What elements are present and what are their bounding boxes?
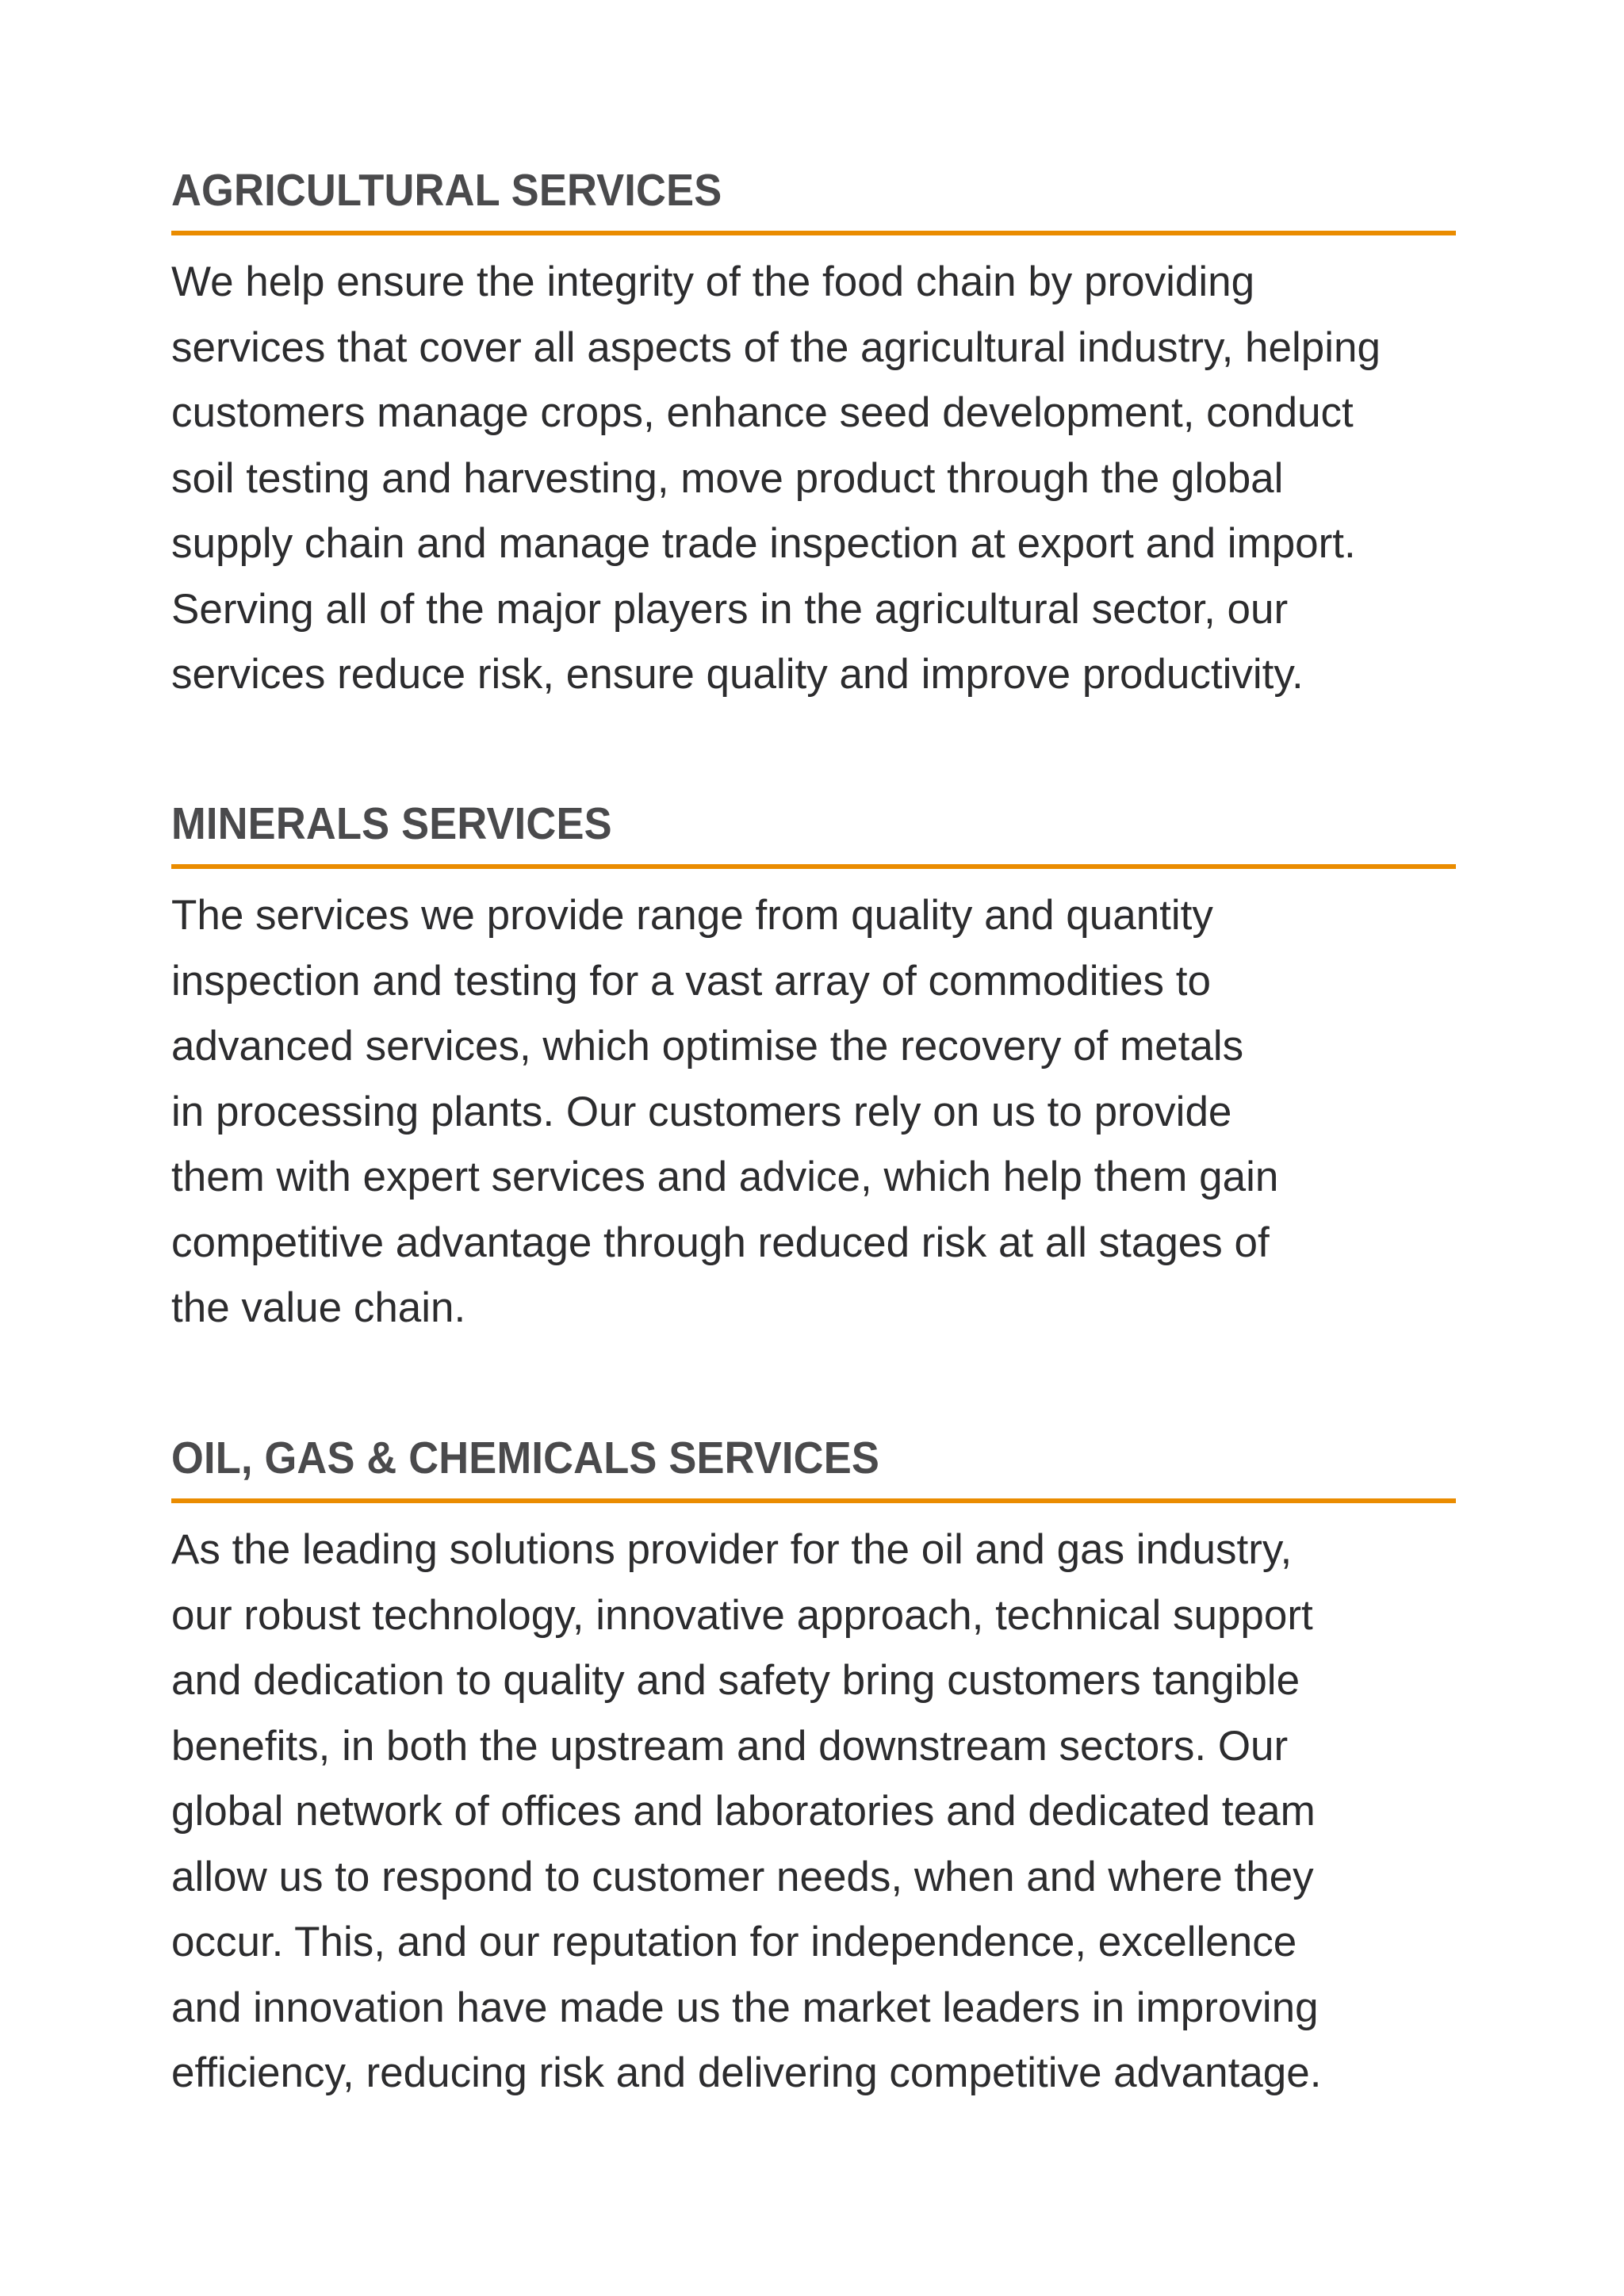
section-heading: MINERALS SERVICES [171, 798, 612, 849]
body-line: We help ensure the integrity of the food chain by providing [171, 258, 1255, 305]
body-line: allow us to respond to customer needs, when and where they [171, 1853, 1314, 1900]
section-agricultural-services [171, 163, 1456, 708]
section-minerals-services [171, 796, 1456, 1341]
section-body [171, 1517, 1456, 2107]
body-line: services that cover all aspects of the agricultural industry, helping [171, 323, 1381, 371]
section-heading: AGRICULTURAL SERVICES [171, 165, 722, 216]
body-line: supply chain and manage trade inspection at export and import. [171, 520, 1356, 567]
body-line: and innovation have made us the market leaders in improving [171, 1984, 1319, 2031]
body-line: customers manage crops, enhance seed development, conduct [171, 389, 1354, 436]
body-line: services reduce risk, ensure quality and improve productivity. [171, 651, 1304, 698]
body-line: competitive advantage through reduced risk at all stages of [171, 1219, 1270, 1266]
body-line: As the leading solutions provider for the oil and gas industry, [171, 1526, 1293, 1573]
section-body [171, 883, 1456, 1341]
body-line: global network of offices and laboratories and dedicated team [171, 1788, 1316, 1835]
body-line: efficiency, reducing risk and delivering competitive advantage. [171, 2049, 1322, 2096]
section-divider [171, 1498, 1456, 1503]
body-line: benefits, in both the upstream and downstream sectors. Our [171, 1722, 1289, 1770]
body-line: them with expert services and advice, which help them gain [171, 1154, 1279, 1200]
body-line: Serving all of the major players in the agricultural sector, our [171, 585, 1289, 633]
body-line: occur. This, and our reputation for independence, excellence [171, 1919, 1297, 1965]
body-line: soil testing and harvesting, move product through the global [171, 454, 1284, 502]
section-heading: OIL, GAS & CHEMICALS SERVICES [171, 1433, 880, 1483]
body-line: the value chain. [171, 1284, 466, 1331]
body-line: our robust technology, innovative approach, technical support [171, 1591, 1313, 1639]
body-line: and dedication to quality and safety bring customers tangible [171, 1657, 1300, 1704]
body-line: inspection and testing for a vast array of commodities to [171, 957, 1211, 1004]
body-line: advanced services, which optimise the recovery of metals [171, 1023, 1244, 1070]
section-oil-gas-chemicals-services [171, 1430, 1456, 2107]
body-line: in processing plants. Our customers rely on us to provide [171, 1088, 1232, 1135]
section-body [171, 250, 1456, 708]
section-divider [171, 231, 1456, 235]
body-line: The services we provide range from quality and quantity [171, 892, 1213, 939]
section-divider [171, 864, 1456, 869]
